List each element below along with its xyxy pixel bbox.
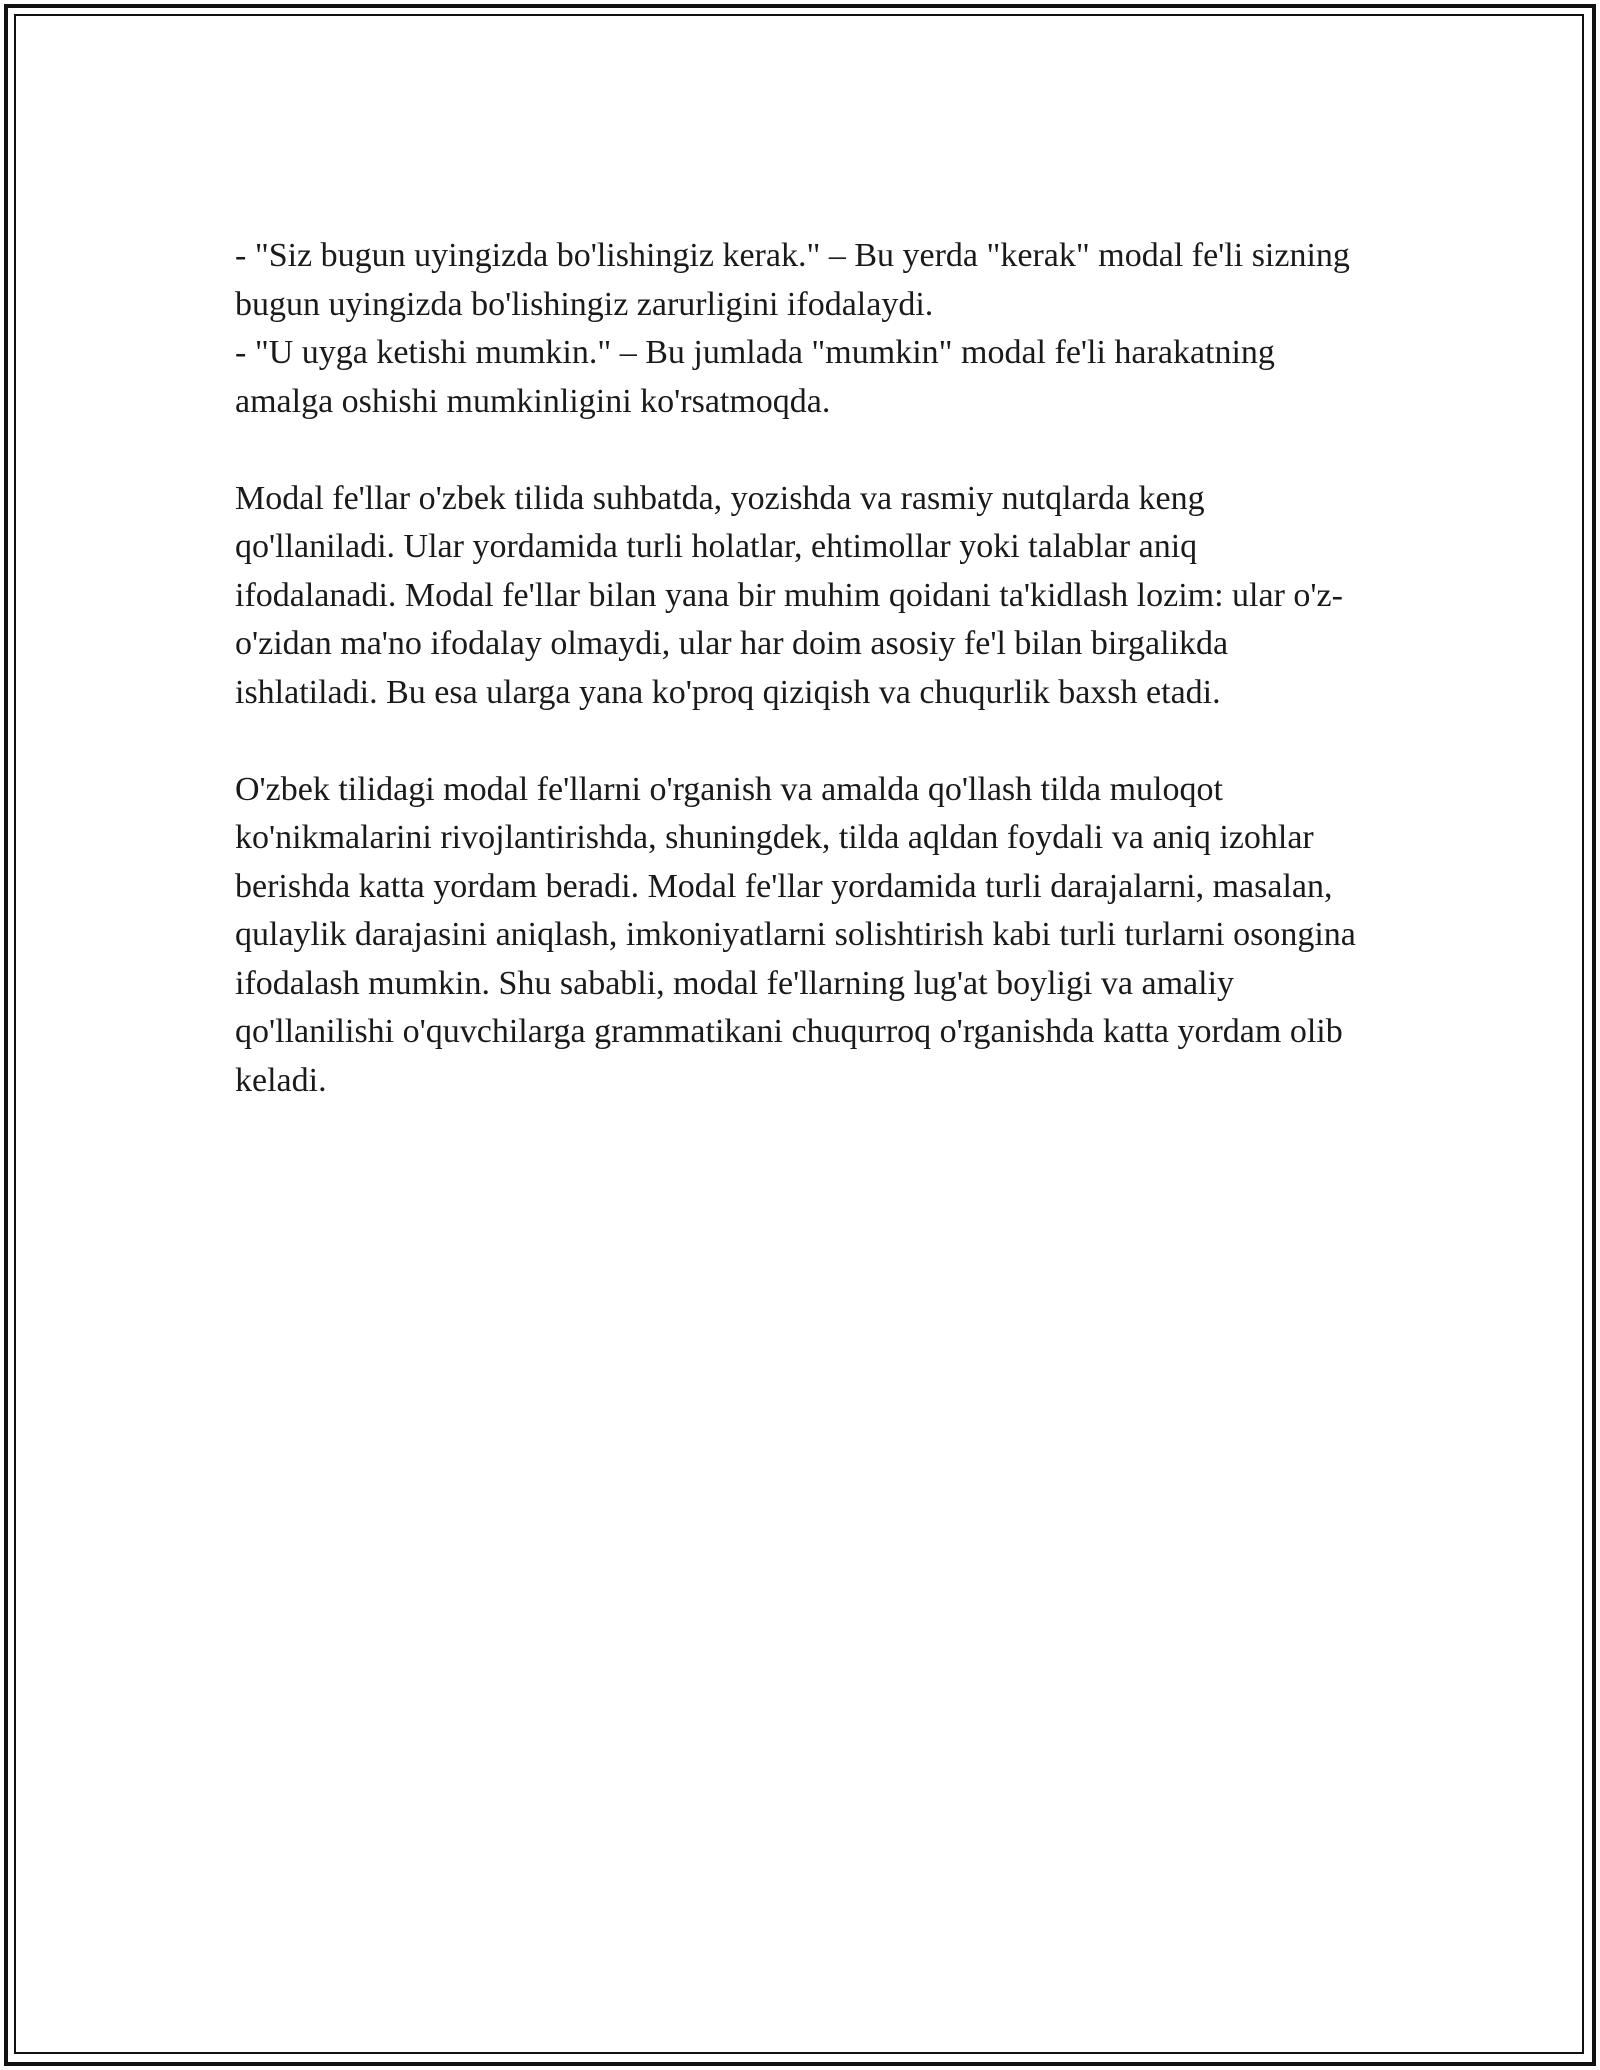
paragraph-conclusion: O'zbek tilidagi modal fe'llarni o'rganish va amalda qo'llash tilda muloqot ko'nikmalarini rivojlantirishda, shuningdek, tilda aqldan foydali va aniq izohlar berishda katta yordam beradi. Modal fe'llar yordamida turli darajalarni, masalan, qulaylik darajasini aniqlash, imkoniyatlarni solishtirish kabi turli turlarni osongina ifodalash mumkin. Shu sababli, modal fe'llarning lug'at boyligi va amaliy qo'llanilishi o'quvchilarga grammatikani chuqurroq o'rganishda katta yordam olib keladi.	[235, 770, 1356, 1099]
paragraph-spacer	[235, 426, 1365, 475]
example-line-2: - "U uyga ketishi mumkin." – Bu jumlada "mumkin" modal fe'li harakatning amalga oshishi mumkinligini ko'rsatmoqda.	[235, 334, 1275, 420]
paragraph-usage: Modal fe'llar o'zbek tilida suhbatda, yozishda va rasmiy nutqlarda keng qo'llaniladi. Ular yordamida turli holatlar, ehtimollar yoki talablar aniq ifodalanadi. Modal fe'llar bilan yana bir muhim qoidani ta'kidlash lozim: ular o'z-o'zidan ma'no ifodalay olmaydi, ular har doim asosiy fe'l bilan birgalikda ishlatiladi. Bu esa ularga yana ko'proq qiziqish va chuqurlik baxsh etadi.	[235, 479, 1343, 711]
paragraph-spacer	[235, 717, 1365, 766]
example-line-1: - "Siz bugun uyingizda bo'lishingiz kerak." – Bu yerda "kerak" modal fe'li sizning bugun uyingizda bo'lishingiz zarurligini ifodalaydi.	[235, 237, 1350, 323]
document-body	[235, 232, 1365, 1105]
